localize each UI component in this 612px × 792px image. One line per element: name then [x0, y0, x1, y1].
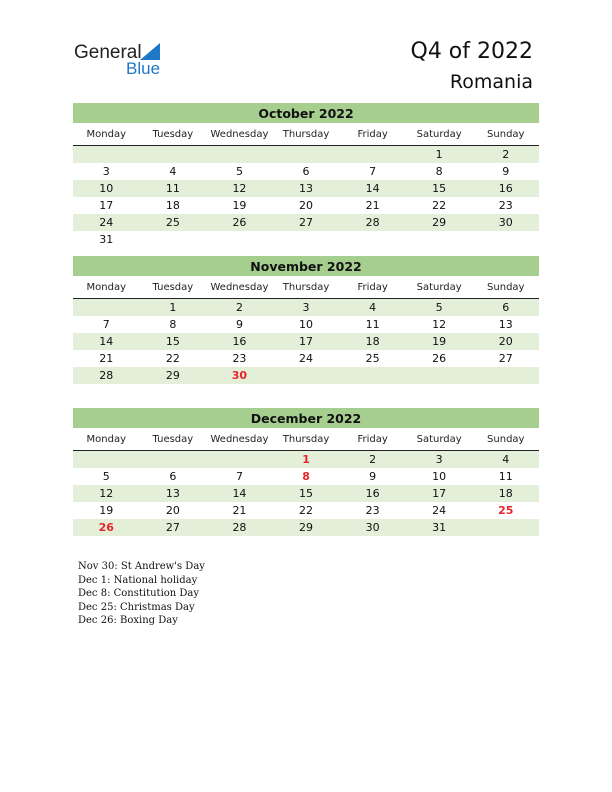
- week-row: [73, 197, 539, 214]
- holiday-note: Dec 1: National holiday: [78, 574, 198, 586]
- day-cell: 30: [365, 521, 380, 534]
- day-cell: 16: [232, 335, 247, 348]
- holiday-note: Dec 25: Christmas Day: [78, 601, 195, 613]
- month-october: [73, 103, 539, 248]
- week-row: [73, 299, 539, 316]
- weekday-label: Tuesday: [152, 282, 194, 293]
- day-cell: 19: [232, 199, 247, 212]
- day-cell: 22: [432, 199, 447, 212]
- day-cell: 5: [235, 165, 243, 178]
- week-row: [73, 180, 539, 197]
- logo-text-general: General: [74, 42, 142, 63]
- day-cell: 9: [369, 470, 377, 483]
- weekday-label: Tuesday: [152, 434, 194, 445]
- day-cell: 19: [432, 335, 447, 348]
- week-row: [73, 350, 539, 367]
- day-cell: 5: [102, 470, 110, 483]
- weekday-label: Monday: [86, 434, 127, 445]
- week-row: [73, 316, 539, 333]
- day-cell: [73, 299, 140, 316]
- country-name: Romania: [449, 71, 533, 93]
- week-row: [73, 451, 539, 468]
- week-row: [73, 502, 539, 519]
- day-cell: 12: [432, 318, 447, 331]
- day-cell: 6: [302, 165, 310, 178]
- day-cell: [73, 451, 140, 468]
- day-cell: 3: [102, 165, 110, 178]
- week-row: [73, 146, 539, 163]
- day-cell: 20: [299, 199, 314, 212]
- day-cell: 29: [432, 216, 447, 229]
- day-cell: 30: [498, 216, 513, 229]
- day-cell: [273, 231, 340, 248]
- day-cell: 20: [165, 504, 180, 517]
- day-cell: 21: [99, 352, 114, 365]
- day-cell: 27: [498, 352, 513, 365]
- holiday-notes: [78, 560, 205, 628]
- logo-triangle-icon: [140, 43, 160, 60]
- day-cell: 29: [165, 369, 180, 382]
- day-cell: 14: [365, 182, 380, 195]
- week-row: [73, 163, 539, 180]
- day-cell: 3: [435, 453, 443, 466]
- day-cell: 13: [299, 182, 314, 195]
- day-cell: 4: [502, 453, 510, 466]
- day-cell: 16: [365, 487, 380, 500]
- day-cell: 28: [232, 521, 247, 534]
- day-cell: 2: [502, 148, 510, 161]
- weekday-label: Saturday: [416, 129, 462, 140]
- day-cell: 22: [299, 504, 314, 517]
- day-cell: 3: [302, 301, 310, 314]
- day-cell: [206, 146, 273, 163]
- page-title: Q4 of 2022: [410, 39, 533, 64]
- day-cell: 23: [365, 504, 380, 517]
- day-cell: 15: [299, 487, 314, 500]
- day-cell: 29: [299, 521, 314, 534]
- week-row: [73, 333, 539, 350]
- day-cell: [472, 519, 539, 536]
- day-cell: [472, 367, 539, 384]
- day-cell: 9: [235, 318, 243, 331]
- day-cell: 10: [432, 470, 447, 483]
- day-cell: 27: [299, 216, 314, 229]
- day-cell: 18: [165, 199, 180, 212]
- day-cell: [339, 146, 406, 163]
- holiday-note: Dec 26: Boxing Day: [78, 615, 178, 627]
- day-cell: 4: [169, 165, 177, 178]
- day-cell: 13: [165, 487, 180, 500]
- day-cell: [140, 231, 207, 248]
- day-cell: 2: [235, 301, 243, 314]
- day-cell: [140, 451, 207, 468]
- day-cell: 18: [365, 335, 380, 348]
- day-cell: 25: [365, 352, 380, 365]
- weekday-label: Friday: [357, 129, 388, 140]
- day-cell: 31: [432, 521, 447, 534]
- day-cell: 24: [432, 504, 447, 517]
- day-cell: 14: [232, 487, 247, 500]
- week-row: [73, 231, 539, 248]
- week-row: [73, 485, 539, 502]
- day-cell: [472, 231, 539, 248]
- day-cell: 8: [169, 318, 177, 331]
- day-cell: 7: [102, 318, 110, 331]
- day-cell: 28: [99, 369, 114, 382]
- weekday-label: Tuesday: [152, 129, 194, 140]
- day-cell: 26: [232, 216, 247, 229]
- day-cell: [273, 146, 340, 163]
- day-cell: [339, 231, 406, 248]
- day-cell: 26: [432, 352, 447, 365]
- day-cell: [339, 367, 406, 384]
- holiday-day-cell: 25: [498, 504, 514, 517]
- day-cell: 17: [299, 335, 314, 348]
- day-cell: 12: [99, 487, 114, 500]
- day-cell: 27: [165, 521, 180, 534]
- day-cell: 8: [435, 165, 443, 178]
- week-row: [73, 367, 539, 384]
- weekday-label: Friday: [357, 434, 388, 445]
- weekday-label: Sunday: [487, 282, 525, 293]
- holiday-note: Dec 8: Constitution Day: [78, 588, 200, 600]
- weekday-label: Wednesday: [210, 282, 269, 293]
- day-cell: 4: [369, 301, 377, 314]
- day-cell: [73, 146, 140, 163]
- holiday-day-cell: 8: [302, 470, 310, 483]
- day-cell: [406, 367, 473, 384]
- weekday-label: Saturday: [416, 434, 462, 445]
- day-cell: 25: [165, 216, 180, 229]
- day-cell: 11: [498, 470, 513, 483]
- weekday-label: Thursday: [282, 129, 330, 140]
- weekday-header-row: [73, 126, 539, 146]
- day-cell: 6: [502, 301, 510, 314]
- week-row: [73, 214, 539, 231]
- day-cell: 18: [498, 487, 513, 500]
- day-cell: 22: [165, 352, 180, 365]
- day-cell: 14: [99, 335, 114, 348]
- weekday-label: Sunday: [487, 129, 525, 140]
- week-row: [73, 519, 539, 536]
- day-cell: 1: [435, 148, 443, 161]
- day-cell: 23: [232, 352, 247, 365]
- day-cell: 17: [432, 487, 447, 500]
- holiday-day-cell: 26: [98, 521, 114, 534]
- day-cell: 23: [498, 199, 513, 212]
- month-header: December 2022: [73, 408, 539, 428]
- day-cell: 1: [169, 301, 177, 314]
- day-cell: 13: [498, 318, 513, 331]
- weekday-header-row: [73, 279, 539, 299]
- weekday-label: Monday: [86, 129, 127, 140]
- weekday-label: Monday: [86, 282, 127, 293]
- month-header: November 2022: [73, 256, 539, 276]
- day-cell: 19: [99, 504, 114, 517]
- holiday-day-cell: 1: [302, 453, 310, 466]
- day-cell: [273, 367, 340, 384]
- day-cell: 10: [99, 182, 114, 195]
- month-header: October 2022: [73, 103, 539, 123]
- weekday-label: Sunday: [487, 434, 525, 445]
- day-cell: 12: [232, 182, 247, 195]
- day-cell: 31: [99, 233, 114, 246]
- day-cell: 24: [299, 352, 314, 365]
- day-cell: [140, 146, 207, 163]
- month-december: [73, 408, 539, 536]
- day-cell: 21: [232, 504, 247, 517]
- day-cell: [206, 451, 273, 468]
- weekday-label: Wednesday: [210, 434, 269, 445]
- day-cell: 24: [99, 216, 114, 229]
- day-cell: 17: [99, 199, 114, 212]
- day-cell: 7: [369, 165, 377, 178]
- month-november: [73, 256, 539, 384]
- day-cell: 2: [369, 453, 377, 466]
- weekday-label: Thursday: [282, 434, 330, 445]
- logo-text-blue: Blue: [126, 59, 161, 78]
- day-cell: 15: [432, 182, 447, 195]
- day-cell: 21: [365, 199, 380, 212]
- weekday-label: Wednesday: [210, 129, 269, 140]
- weekday-label: Friday: [357, 282, 388, 293]
- day-cell: 10: [299, 318, 314, 331]
- day-cell: 6: [169, 470, 177, 483]
- day-cell: 20: [498, 335, 513, 348]
- holiday-note: Nov 30: St Andrew's Day: [78, 561, 205, 572]
- week-row: [73, 468, 539, 485]
- day-cell: [406, 231, 473, 248]
- day-cell: [206, 231, 273, 248]
- holiday-day-cell: 30: [231, 369, 248, 382]
- day-cell: 16: [498, 182, 513, 195]
- day-cell: 28: [365, 216, 380, 229]
- day-cell: 11: [365, 318, 380, 331]
- day-cell: 11: [165, 182, 180, 195]
- day-cell: 15: [165, 335, 180, 348]
- weekday-label: Thursday: [282, 282, 330, 293]
- day-cell: 9: [502, 165, 510, 178]
- weekday-label: Saturday: [416, 282, 462, 293]
- day-cell: 7: [235, 470, 243, 483]
- weekday-header-row: [73, 431, 539, 451]
- day-cell: 5: [435, 301, 443, 314]
